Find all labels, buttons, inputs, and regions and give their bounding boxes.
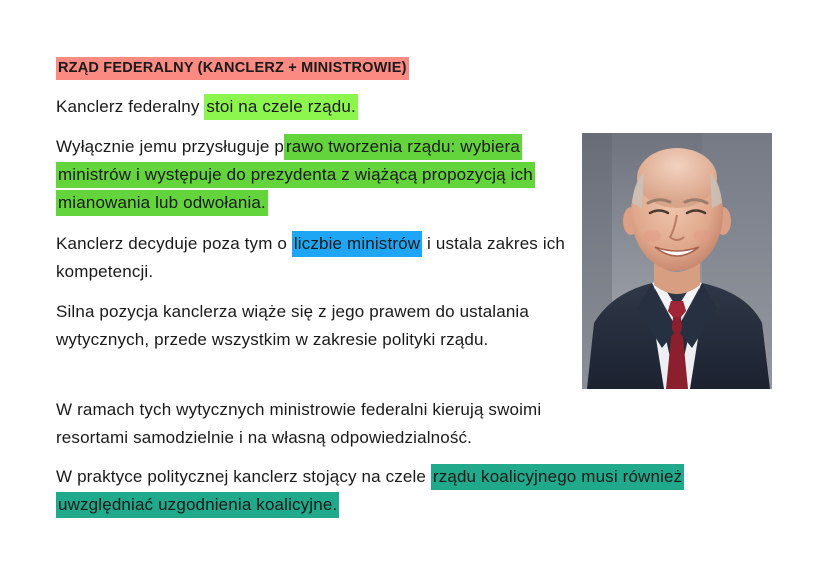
paragraph-3 (56, 230, 566, 286)
paragraph-4-text: Silna pozycja kanclerza wiąże się z jego prawem do ustalania wytycznych, przede wszystkim w zakresie polityki rządu. (56, 302, 529, 349)
heading-text: RZĄD FEDERALNY (KANCLERZ + MINISTROWIE) (56, 57, 409, 80)
paragraph-2-highlight: rawo tworzenia rządu: wybiera ministrów i występuje do prezydenta z wiążącą propozycją ich mianowania lub odwołania. (56, 134, 535, 216)
paragraph-2 (56, 133, 561, 217)
portrait-photo (582, 133, 772, 389)
paragraph-1 (56, 93, 576, 121)
heading (56, 57, 409, 79)
paragraph-3-text-start: Kanclerz decyduje poza tym o (56, 234, 292, 253)
portrait-illustration (582, 133, 772, 389)
paragraph-5 (56, 396, 596, 452)
paragraph-1-text: Kanclerz federalny (56, 97, 205, 116)
paragraph-6-text: W praktyce politycznej kanclerz stojący na czele (56, 467, 431, 486)
paragraph-3-text-end: i ustala zakres ich kompetencji. (56, 234, 566, 281)
paragraph-3-highlight: liczbie ministrów (292, 231, 422, 257)
paragraph-1-highlight: stoi na czele rządu. (204, 94, 357, 120)
paragraph-5-text: W ramach tych wytycznych ministrowie federalni kierują swoimi resortami samodzielnie i na własną odpowiedzialność. (56, 400, 542, 447)
paragraph-4 (56, 298, 546, 354)
paragraph-2-text: Wyłącznie jemu przysługuje p (56, 137, 284, 156)
paragraph-6-highlight: rządu koalicyjnego musi również uwzględniać uzgodnienia koalicyjne. (56, 464, 684, 518)
paragraph-6 (56, 463, 736, 519)
